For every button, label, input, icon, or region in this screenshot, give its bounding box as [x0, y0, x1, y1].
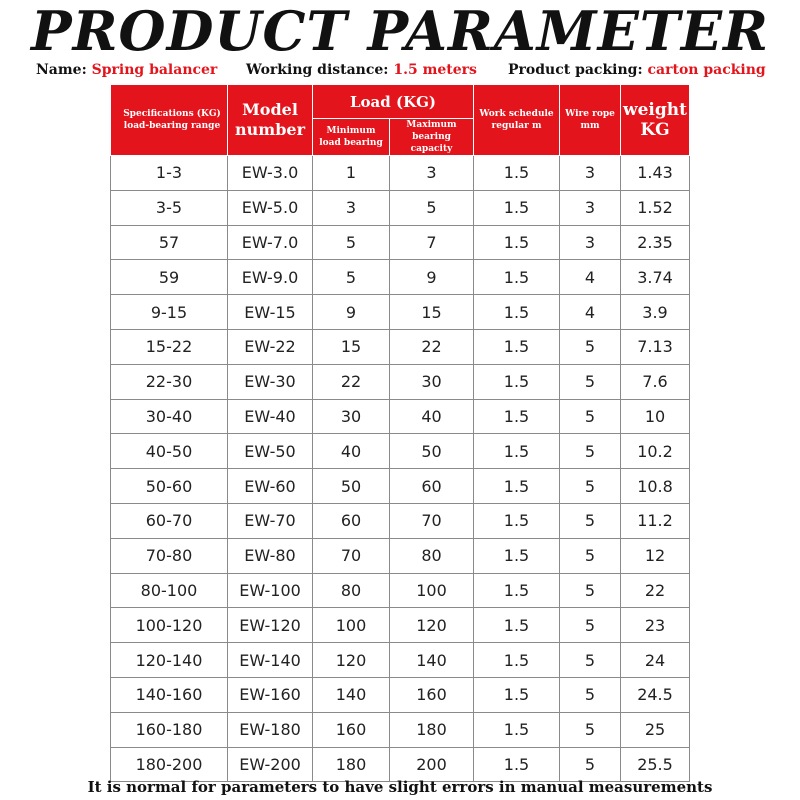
cell-max-load: 120 [390, 608, 474, 643]
info-name-value: Spring balancer [91, 62, 218, 78]
cell-model: EW-22 [228, 329, 313, 364]
cell-spec: 50-60 [111, 469, 228, 504]
cell-work-schedule: 1.5 [474, 677, 560, 712]
header-weight [621, 85, 690, 156]
cell-weight: 7.13 [621, 329, 690, 364]
info-name-label: Name: [36, 62, 87, 78]
cell-work-schedule: 1.5 [474, 364, 560, 399]
cell-min-load: 15 [313, 329, 390, 364]
cell-wire-rope: 3 [560, 190, 621, 225]
table-row [111, 469, 690, 504]
info-packing-label: Product packing: [508, 62, 643, 78]
table-row [111, 503, 690, 538]
cell-weight: 25.5 [621, 747, 690, 782]
table-row [111, 608, 690, 643]
header-model [228, 85, 313, 156]
cell-work-schedule: 1.5 [474, 156, 560, 191]
cell-weight: 3.9 [621, 295, 690, 330]
header-spec-line2: load-bearing range [123, 121, 221, 131]
cell-spec: 60-70 [111, 503, 228, 538]
cell-min-load: 100 [313, 608, 390, 643]
cell-work-schedule: 1.5 [474, 434, 560, 469]
cell-spec: 15-22 [111, 329, 228, 364]
cell-max-load: 15 [390, 295, 474, 330]
cell-min-load: 9 [313, 295, 390, 330]
cell-work-schedule: 1.5 [474, 538, 560, 573]
cell-wire-rope: 5 [560, 503, 621, 538]
cell-model: EW-180 [228, 712, 313, 747]
cell-min-load: 180 [313, 747, 390, 782]
header-min-load [313, 119, 390, 156]
cell-model: EW-3.0 [228, 156, 313, 191]
cell-work-schedule: 1.5 [474, 573, 560, 608]
header-max-line2: bearing capacity [410, 132, 453, 154]
cell-work-schedule: 1.5 [474, 747, 560, 782]
header-wire-line2: mm [580, 121, 600, 131]
cell-model: EW-100 [228, 573, 313, 608]
cell-wire-rope: 5 [560, 364, 621, 399]
cell-weight: 10.8 [621, 469, 690, 504]
cell-max-load: 9 [390, 260, 474, 295]
table-row [111, 677, 690, 712]
header-min-line2: load bearing [319, 138, 383, 148]
header-min-line1: Minimum [326, 126, 376, 136]
cell-work-schedule: 1.5 [474, 712, 560, 747]
cell-max-load: 200 [390, 747, 474, 782]
cell-weight: 12 [621, 538, 690, 573]
cell-weight: 7.6 [621, 364, 690, 399]
cell-spec: 70-80 [111, 538, 228, 573]
cell-model: EW-30 [228, 364, 313, 399]
table-row [111, 156, 690, 191]
cell-model: EW-9.0 [228, 260, 313, 295]
cell-work-schedule: 1.5 [474, 608, 560, 643]
cell-min-load: 22 [313, 364, 390, 399]
cell-spec: 59 [111, 260, 228, 295]
cell-spec: 120-140 [111, 643, 228, 678]
cell-model: EW-60 [228, 469, 313, 504]
cell-max-load: 5 [390, 190, 474, 225]
cell-max-load: 70 [390, 503, 474, 538]
header-weight-line2: KG [640, 120, 670, 140]
header-work-line2: regular m [491, 121, 542, 131]
cell-wire-rope: 5 [560, 747, 621, 782]
table-row [111, 573, 690, 608]
cell-wire-rope: 5 [560, 329, 621, 364]
cell-max-load: 160 [390, 677, 474, 712]
cell-wire-rope: 3 [560, 156, 621, 191]
info-packing [508, 62, 766, 78]
cell-spec: 30-40 [111, 399, 228, 434]
cell-work-schedule: 1.5 [474, 329, 560, 364]
cell-max-load: 140 [390, 643, 474, 678]
cell-model: EW-80 [228, 538, 313, 573]
cell-spec: 100-120 [111, 608, 228, 643]
cell-min-load: 5 [313, 225, 390, 260]
cell-wire-rope: 5 [560, 573, 621, 608]
table-row [111, 260, 690, 295]
table-row [111, 434, 690, 469]
footer-note: It is normal for parameters to have slight errors in manual measurements [87, 778, 713, 796]
cell-spec: 22-30 [111, 364, 228, 399]
cell-max-load: 3 [390, 156, 474, 191]
cell-spec: 160-180 [111, 712, 228, 747]
cell-spec: 9-15 [111, 295, 228, 330]
parameter-table [110, 84, 690, 782]
cell-weight: 10.2 [621, 434, 690, 469]
cell-weight: 24.5 [621, 677, 690, 712]
cell-model: EW-50 [228, 434, 313, 469]
cell-spec: 180-200 [111, 747, 228, 782]
cell-min-load: 80 [313, 573, 390, 608]
cell-weight: 3.74 [621, 260, 690, 295]
table-row [111, 399, 690, 434]
header-spec-line1: Specifications (KG) [123, 109, 221, 119]
cell-max-load: 30 [390, 364, 474, 399]
cell-min-load: 5 [313, 260, 390, 295]
cell-max-load: 22 [390, 329, 474, 364]
header-max-line1: Maximum [406, 120, 457, 130]
table-row [111, 295, 690, 330]
cell-work-schedule: 1.5 [474, 503, 560, 538]
cell-model: EW-5.0 [228, 190, 313, 225]
cell-max-load: 180 [390, 712, 474, 747]
cell-weight: 25 [621, 712, 690, 747]
cell-weight: 1.52 [621, 190, 690, 225]
table-row [111, 190, 690, 225]
cell-spec: 140-160 [111, 677, 228, 712]
cell-min-load: 40 [313, 434, 390, 469]
cell-model: EW-40 [228, 399, 313, 434]
cell-wire-rope: 5 [560, 538, 621, 573]
cell-model: EW-15 [228, 295, 313, 330]
table-row [111, 225, 690, 260]
table-row [111, 747, 690, 782]
cell-work-schedule: 1.5 [474, 260, 560, 295]
header-max-load [390, 119, 474, 156]
table-row [111, 712, 690, 747]
cell-spec: 1-3 [111, 156, 228, 191]
cell-min-load: 120 [313, 643, 390, 678]
header-work-schedule [474, 85, 560, 156]
table-row [111, 364, 690, 399]
table-row [111, 643, 690, 678]
cell-min-load: 50 [313, 469, 390, 504]
cell-max-load: 50 [390, 434, 474, 469]
header-work-line1: Work schedule [479, 109, 554, 119]
cell-model: EW-160 [228, 677, 313, 712]
page-title: PRODUCT PARAMETER [31, 0, 769, 63]
cell-wire-rope: 5 [560, 712, 621, 747]
cell-model: EW-200 [228, 747, 313, 782]
cell-max-load: 80 [390, 538, 474, 573]
info-packing-value: carton packing [647, 62, 766, 78]
cell-wire-rope: 5 [560, 399, 621, 434]
cell-work-schedule: 1.5 [474, 399, 560, 434]
header-weight-line1: weight [622, 100, 687, 120]
cell-work-schedule: 1.5 [474, 469, 560, 504]
cell-wire-rope: 5 [560, 677, 621, 712]
cell-max-load: 100 [390, 573, 474, 608]
cell-weight: 22 [621, 573, 690, 608]
info-distance [246, 62, 477, 78]
cell-min-load: 70 [313, 538, 390, 573]
cell-work-schedule: 1.5 [474, 190, 560, 225]
info-distance-label: Working distance: [246, 62, 389, 78]
cell-min-load: 60 [313, 503, 390, 538]
cell-max-load: 60 [390, 469, 474, 504]
cell-min-load: 3 [313, 190, 390, 225]
header-model-line2: number [235, 120, 305, 139]
info-name [36, 62, 217, 78]
cell-wire-rope: 5 [560, 434, 621, 469]
cell-min-load: 30 [313, 399, 390, 434]
table-body [111, 156, 690, 782]
cell-weight: 10 [621, 399, 690, 434]
cell-weight: 1.43 [621, 156, 690, 191]
cell-wire-rope: 5 [560, 608, 621, 643]
cell-weight: 23 [621, 608, 690, 643]
cell-max-load: 7 [390, 225, 474, 260]
cell-weight: 2.35 [621, 225, 690, 260]
table-header [111, 85, 690, 156]
table-row [111, 329, 690, 364]
cell-wire-rope: 4 [560, 295, 621, 330]
cell-work-schedule: 1.5 [474, 643, 560, 678]
cell-spec: 3-5 [111, 190, 228, 225]
cell-max-load: 40 [390, 399, 474, 434]
cell-weight: 11.2 [621, 503, 690, 538]
header-model-line1: Model [242, 100, 298, 119]
cell-wire-rope: 4 [560, 260, 621, 295]
cell-min-load: 140 [313, 677, 390, 712]
header-wire-rope [560, 85, 621, 156]
cell-spec: 40-50 [111, 434, 228, 469]
product-info-line [0, 62, 800, 82]
cell-spec: 80-100 [111, 573, 228, 608]
header-wire-line1: Wire rope [565, 109, 615, 119]
cell-model: EW-120 [228, 608, 313, 643]
cell-work-schedule: 1.5 [474, 295, 560, 330]
cell-spec: 57 [111, 225, 228, 260]
cell-wire-rope: 5 [560, 643, 621, 678]
cell-work-schedule: 1.5 [474, 225, 560, 260]
table-row [111, 538, 690, 573]
cell-min-load: 160 [313, 712, 390, 747]
cell-model: EW-7.0 [228, 225, 313, 260]
cell-weight: 24 [621, 643, 690, 678]
info-distance-value: 1.5 meters [393, 62, 477, 78]
header-spec [111, 85, 228, 156]
header-load: Load (KG) [313, 85, 474, 119]
cell-min-load: 1 [313, 156, 390, 191]
cell-wire-rope: 3 [560, 225, 621, 260]
cell-model: EW-140 [228, 643, 313, 678]
cell-model: EW-70 [228, 503, 313, 538]
cell-wire-rope: 5 [560, 469, 621, 504]
